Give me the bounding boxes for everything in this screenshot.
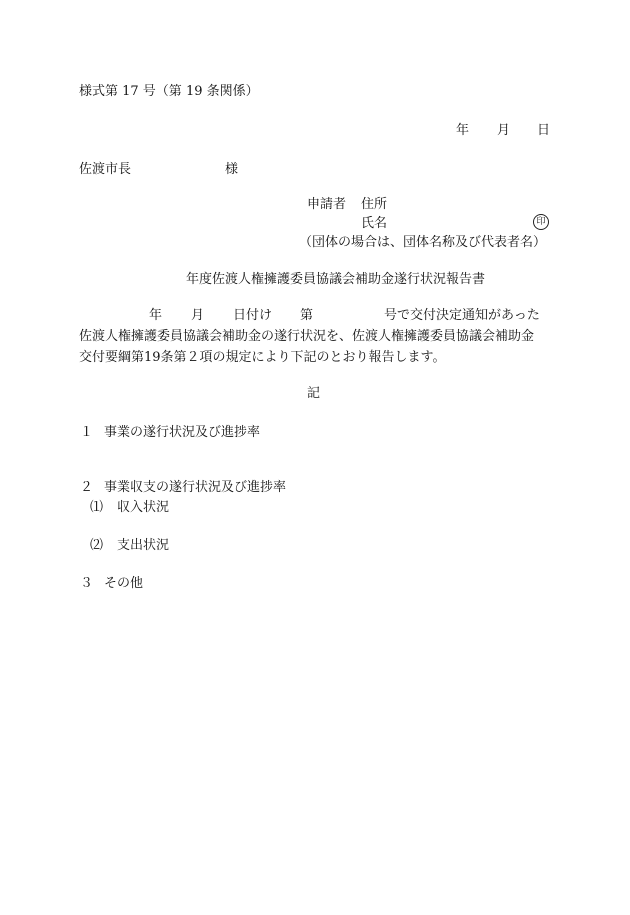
item-3-text: その他 [104, 576, 144, 591]
name-label: 氏名 [361, 216, 388, 231]
body-ref-tail: 号で交付決定通知があった [384, 308, 540, 323]
item-1-number: １ [80, 425, 94, 440]
body-ref-year: 年 [149, 308, 163, 323]
item-3-number: ３ [80, 576, 94, 591]
body-ref-number: 第 [300, 308, 314, 323]
addressee-name: 佐渡市長 [79, 162, 132, 177]
applicant-label: 申請者 [307, 197, 347, 212]
address-label: 住所 [361, 197, 388, 212]
date-year-label: 年 [456, 123, 470, 138]
applicant-note: （団体の場合は、団体名称及び代表者名） [299, 235, 547, 250]
body-line-2: 佐渡人権擁護委員協議会補助金の遂行状況を、佐渡人権擁護委員協議会補助金 [79, 329, 535, 344]
item-2-number: ２ [80, 480, 94, 495]
date-month-label: 月 [497, 123, 511, 138]
sub-item-1-text: 収入状況 [117, 500, 170, 515]
item-1-text: 事業の遂行状況及び進捗率 [104, 425, 261, 440]
form-number: 様式第 17 号（第 19 条関係） [79, 84, 259, 99]
body-line-3: 交付要綱第19条第２項の規定により下記のとおり報告します。 [79, 350, 446, 365]
item-2-text: 事業収支の遂行状況及び進捗率 [104, 480, 287, 495]
addressee-honorific: 様 [225, 162, 239, 177]
seal-mark-icon: 印 [533, 214, 549, 230]
date-day-label: 日 [537, 123, 551, 138]
sub-item-2-text: 支出状況 [117, 538, 170, 553]
document-title: 年度佐渡人権擁護委員協議会補助金遂行状況報告書 [186, 272, 486, 287]
body-ref-month: 月 [191, 308, 205, 323]
sub-item-2-number: ⑵ [90, 538, 104, 553]
body-ref-day: 日付け [233, 308, 273, 323]
ki-heading: 記 [307, 386, 321, 401]
sub-item-1-number: ⑴ [90, 500, 104, 515]
